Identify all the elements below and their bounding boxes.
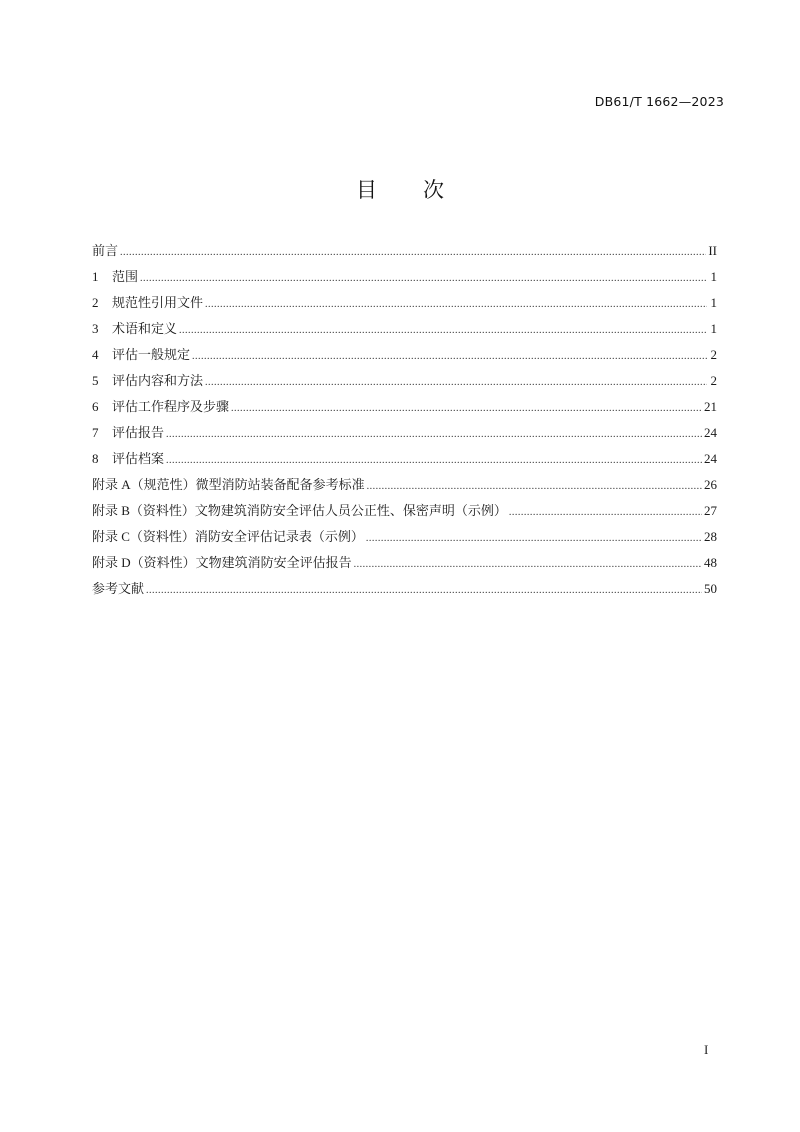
toc-entry-foreword[interactable] [92, 240, 717, 266]
toc-entry-8[interactable] [92, 448, 717, 474]
toc-entry-label: 范围 [112, 269, 139, 284]
title-part-2: 次 [423, 178, 444, 202]
dot-leader [192, 351, 707, 362]
dot-leader [166, 455, 702, 466]
toc-entry-number: 7 [92, 425, 99, 440]
toc-entry-label: 参考文献 [92, 581, 145, 596]
toc-entry-page: 24 [704, 451, 717, 466]
toc-entry-appendix-a[interactable] [92, 474, 717, 500]
toc-entry-3[interactable] [92, 318, 717, 344]
toc-entry-appendix-d[interactable] [92, 552, 717, 578]
toc-entry-4[interactable] [92, 344, 717, 370]
dot-leader [509, 507, 702, 518]
toc-entry-appendix-c[interactable] [92, 526, 717, 552]
toc-entry-number: 3 [92, 321, 99, 336]
toc-entry-label: 附录 A（规范性）微型消防站装备配备参考标准 [92, 477, 365, 492]
toc-entry-number: 8 [92, 451, 99, 466]
toc-entry-label: 评估报告 [112, 425, 165, 440]
toc-entry-label: 评估档案 [112, 451, 165, 466]
toc-entry-references[interactable] [92, 578, 717, 604]
toc-entry-page: 48 [704, 555, 717, 570]
toc-entry-label: 术语和定义 [112, 321, 178, 336]
dot-leader [354, 559, 702, 570]
toc-entry-label: 评估工作程序及步骤 [112, 399, 230, 414]
toc-entry-page: 21 [704, 399, 717, 414]
toc-entry-label: 附录 B（资料性）文物建筑消防安全评估人员公正性、保密声明（示例） [92, 503, 507, 518]
table-of-contents [92, 240, 717, 604]
dot-leader [179, 325, 707, 336]
toc-entry-appendix-b[interactable] [92, 500, 717, 526]
toc-entry-label: 评估内容和方法 [112, 373, 204, 388]
dot-leader [231, 403, 702, 414]
toc-entry-2[interactable] [92, 292, 717, 318]
page-title [0, 174, 800, 204]
dot-leader [120, 247, 706, 258]
toc-entry-1[interactable] [92, 266, 717, 292]
dot-leader [140, 273, 707, 284]
toc-entry-page: 1 [710, 321, 717, 336]
toc-entry-label: 前言 [92, 243, 119, 258]
toc-entry-7[interactable] [92, 422, 717, 448]
dot-leader [205, 377, 707, 388]
toc-entry-5[interactable] [92, 370, 717, 396]
toc-entry-number: 6 [92, 399, 99, 414]
title-part-1: 目 [356, 178, 377, 202]
dot-leader [166, 429, 702, 440]
dot-leader [367, 481, 702, 492]
toc-entry-6[interactable] [92, 396, 717, 422]
page-number: I [704, 1042, 709, 1057]
toc-entry-page: 27 [704, 503, 717, 518]
dot-leader [205, 299, 707, 310]
toc-entry-page: 28 [704, 529, 717, 544]
dot-leader [366, 533, 702, 544]
toc-entry-page: 1 [710, 295, 717, 310]
toc-entry-number: 2 [92, 295, 99, 310]
toc-entry-label: 规范性引用文件 [112, 295, 204, 310]
toc-entry-page: 1 [710, 269, 717, 284]
toc-entry-number: 4 [92, 347, 99, 362]
toc-entry-label: 附录 C（资料性）消防安全评估记录表（示例） [92, 529, 364, 544]
dot-leader [146, 585, 702, 596]
standard-code: DB61/T 1662—2023 [594, 94, 724, 109]
toc-entry-page: 2 [710, 373, 717, 388]
toc-entry-page: II [708, 243, 717, 258]
toc-entry-number: 1 [92, 269, 99, 284]
toc-entry-page: 26 [704, 477, 717, 492]
toc-entry-page: 50 [704, 581, 717, 596]
toc-entry-label: 评估一般规定 [112, 347, 191, 362]
toc-entry-page: 24 [704, 425, 717, 440]
toc-entry-number: 5 [92, 373, 99, 388]
toc-entry-page: 2 [710, 347, 717, 362]
toc-entry-label: 附录 D（资料性）文物建筑消防安全评估报告 [92, 555, 352, 570]
